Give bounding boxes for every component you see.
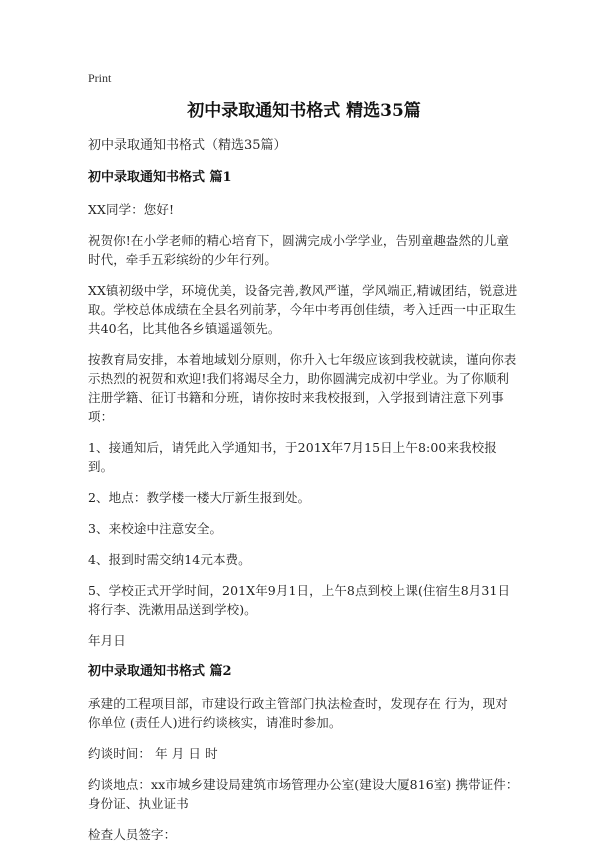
section-heading-1: 初中录取通知书格式 篇1 [88, 170, 232, 185]
print-link[interactable]: Print [88, 71, 112, 85]
list-item: 1、接通知后，请凭此入学通知书，于201X年7月15日上午8:00来我校报到。 [88, 440, 497, 474]
paragraph: XX镇初级中学，环境优美，设备完善,教风严谨，学风端正,精诚团结，锐意进取。学校总体成绩在全县名列前茅，今年中考再创佳绩，考入迁西一中正取生共40名，比其他各乡镇遥遥领先。 [88, 283, 518, 336]
list-item: 5、学校正式开学时间，201X年9月1日，上午8点到校上课(住宿生8月31日将行李、洗漱用品送到学校)。 [88, 583, 511, 617]
document-title: 初中录取通知书格式 精选35篇 [187, 101, 421, 121]
list-item: 2、地点：教学楼一楼大厅新生报到处。 [88, 490, 311, 505]
paragraph: 检查人员签字： [88, 827, 177, 842]
section-heading-2: 初中录取通知书格式 篇2 [88, 664, 232, 679]
paragraph: 承建的工程项目部，市建设行政主管部门执法检查时，发现存在 行为，现对你单位 (责任人)进行约谈核实，请准时参加。 [88, 696, 508, 730]
list-item: 3、来校途中注意安全。 [88, 521, 223, 536]
paragraph: 按教育局安排，本着地域划分原则，你升入七年级应该到我校就读，谨向你表示热烈的祝贺和欢迎!我们将竭尽全力，助你圆满完成初中学业。为了你顺利注册学籍、征订书籍和分班，请你按时来我校报到，入学报到请注意下列事项： [88, 352, 517, 424]
document-subtitle: 初中录取通知书格式（精选35篇） [88, 138, 287, 153]
paragraph: 祝贺你!在小学老师的精心培育下，圆满完成小学学业，告别童趣盎然的儿童时代，牵手五彩缤纷的少年行列。 [88, 233, 509, 267]
date-line: 年月日 [88, 633, 126, 648]
greeting: XX同学：您好! [88, 202, 175, 217]
list-item: 4、报到时需交纳14元本费。 [88, 552, 251, 567]
paragraph: 约谈时间： 年 月 日 时 [88, 746, 218, 761]
paragraph: 约谈地点：xx市城乡建设局建筑市场管理办公室(建设大厦816室) 携带证件：身份证、执业证书 [88, 777, 519, 811]
